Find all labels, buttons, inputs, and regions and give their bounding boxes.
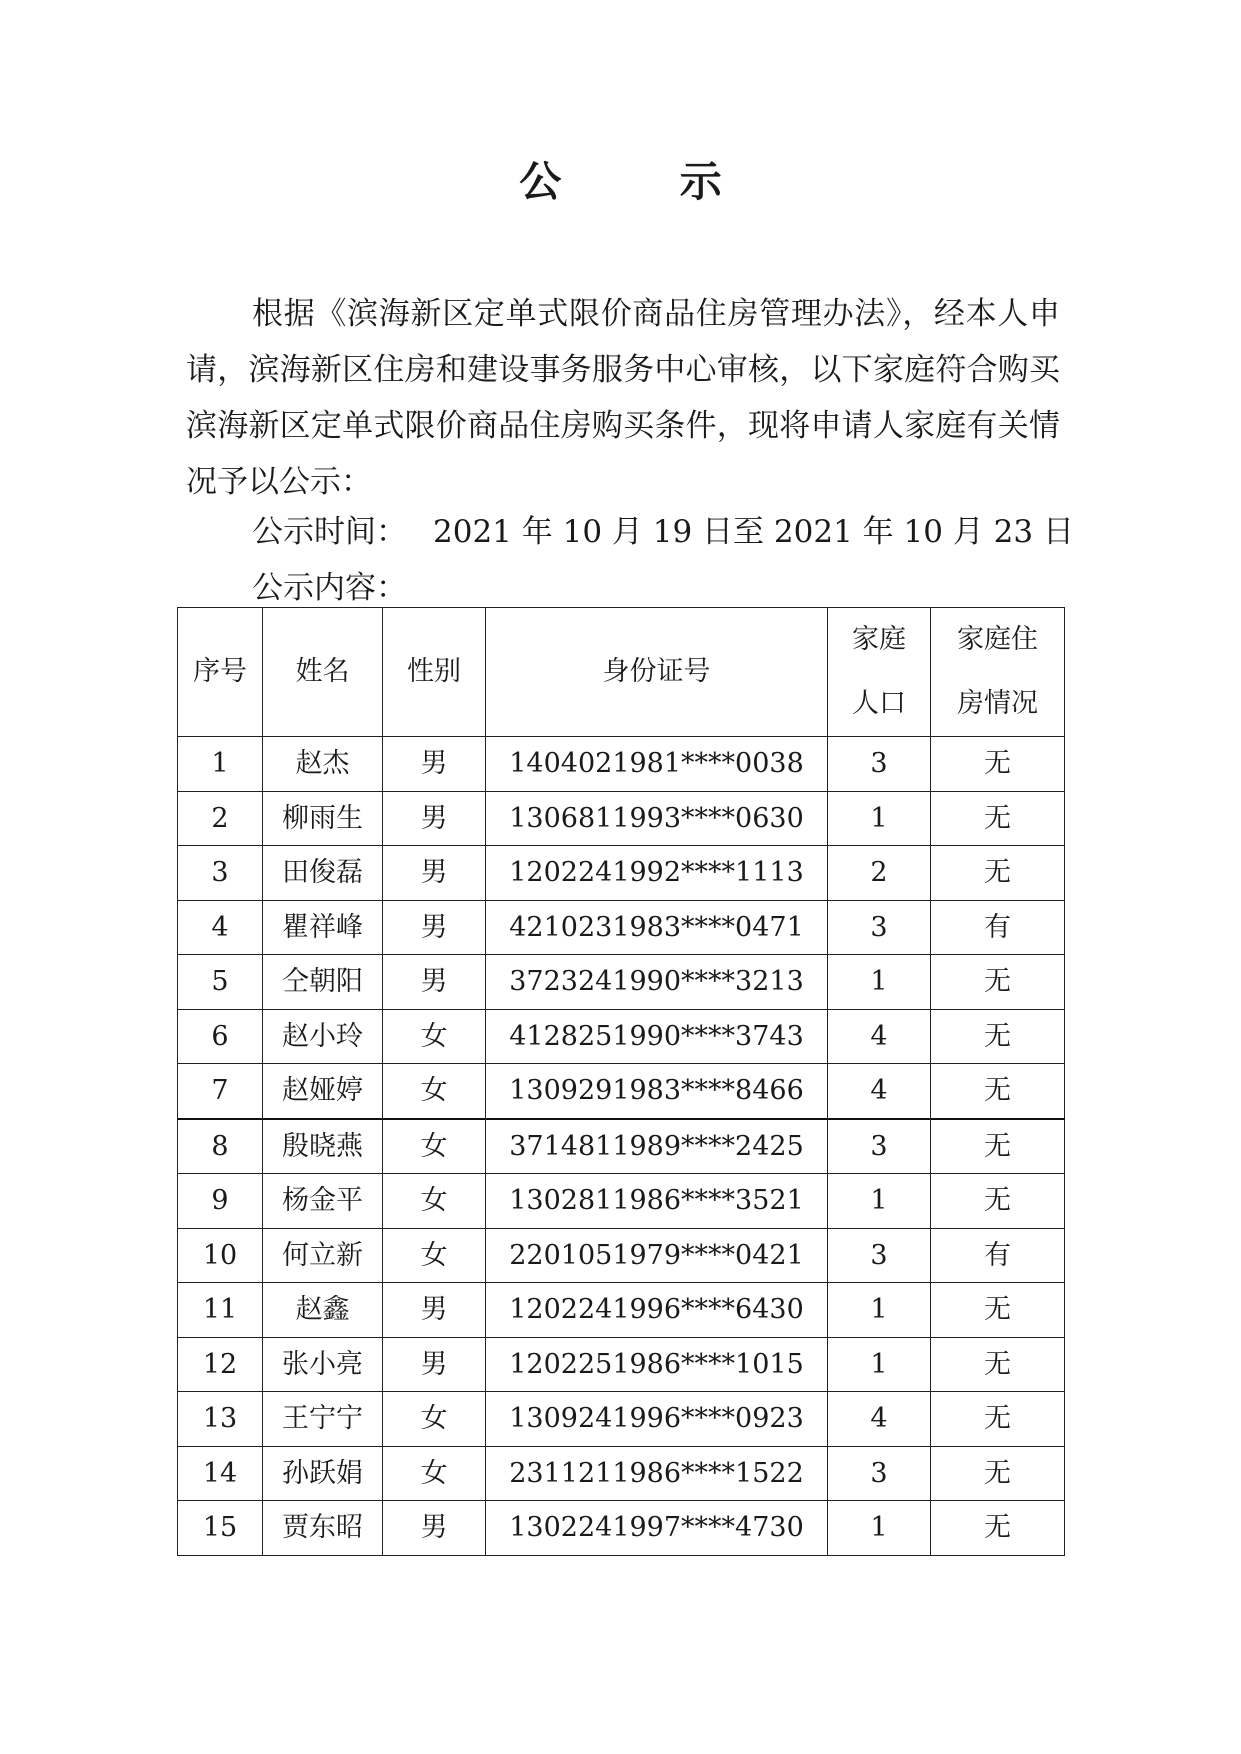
cell-name: 王宁宁 xyxy=(263,1392,383,1447)
table-row xyxy=(178,1119,1065,1174)
cell-household-size: 1 xyxy=(828,1174,931,1229)
cell-housing-status: 有 xyxy=(931,1228,1065,1283)
publicity-content-label: 公示内容： xyxy=(252,570,407,606)
table-row xyxy=(178,1446,1065,1501)
header-housing-status xyxy=(931,608,1065,737)
cell-name: 瞿祥峰 xyxy=(263,900,383,955)
cell-name: 孙跃娟 xyxy=(263,1446,383,1501)
cell-housing-status: 无 xyxy=(931,1392,1065,1447)
publicity-time-value: 2021 年 10 月 19 日至 2021 年 10 月 23 日 xyxy=(433,514,1074,550)
cell-no: 6 xyxy=(178,1009,263,1064)
cell-name: 杨金平 xyxy=(263,1174,383,1229)
cell-gender: 女 xyxy=(383,1392,486,1447)
cell-name: 赵娅婷 xyxy=(263,1064,383,1119)
cell-name: 仝朝阳 xyxy=(263,955,383,1010)
cell-household-size: 3 xyxy=(828,900,931,955)
cell-gender: 男 xyxy=(383,955,486,1010)
cell-household-size: 1 xyxy=(828,955,931,1010)
cell-no: 5 xyxy=(178,955,263,1010)
cell-no: 7 xyxy=(178,1064,263,1119)
header-name: 姓名 xyxy=(263,608,383,737)
cell-housing-status: 无 xyxy=(931,1064,1065,1119)
table-header-row xyxy=(178,608,1065,737)
cell-id-number: 1302241997****4730 xyxy=(486,1501,828,1556)
cell-gender: 女 xyxy=(383,1064,486,1119)
cell-gender: 女 xyxy=(383,1119,486,1174)
table-row xyxy=(178,1064,1065,1119)
cell-housing-status: 无 xyxy=(931,846,1065,901)
cell-no: 14 xyxy=(178,1446,263,1501)
cell-name: 赵杰 xyxy=(263,737,383,792)
cell-gender: 女 xyxy=(383,1174,486,1229)
cell-name: 赵鑫 xyxy=(263,1283,383,1338)
cell-housing-status: 无 xyxy=(931,955,1065,1010)
cell-id-number: 1202251986****1015 xyxy=(486,1337,828,1392)
cell-id-number: 2201051979****0421 xyxy=(486,1228,828,1283)
cell-household-size: 1 xyxy=(828,1337,931,1392)
table-row xyxy=(178,1228,1065,1283)
table-row xyxy=(178,1392,1065,1447)
cell-household-size: 3 xyxy=(828,1446,931,1501)
publicity-time-label: 公示时间： xyxy=(252,514,407,550)
intro-paragraph: 根据《滨海新区定单式限价商品住房管理办法》，经本人申请，滨海新区住房和建设事务服务中心审核，以下家庭符合购买滨海新区定单式限价商品住房购买条件，现将申请人家庭有关情况予以公示： xyxy=(186,296,1060,500)
table-row xyxy=(178,791,1065,846)
cell-household-size: 3 xyxy=(828,1228,931,1283)
cell-id-number: 1302811986****3521 xyxy=(486,1174,828,1229)
cell-household-size: 1 xyxy=(828,1501,931,1556)
header-household-line2: 人口 xyxy=(852,688,906,719)
cell-gender: 女 xyxy=(383,1228,486,1283)
header-household-size xyxy=(828,608,931,737)
cell-housing-status: 有 xyxy=(931,900,1065,955)
cell-housing-status: 无 xyxy=(931,1283,1065,1338)
cell-housing-status: 无 xyxy=(931,1501,1065,1556)
cell-name: 赵小玲 xyxy=(263,1009,383,1064)
cell-name: 殷晓燕 xyxy=(263,1119,383,1174)
header-no: 序号 xyxy=(178,608,263,737)
table-row xyxy=(178,1174,1065,1229)
cell-id-number: 3723241990****3213 xyxy=(486,955,828,1010)
cell-name: 柳雨生 xyxy=(263,791,383,846)
cell-household-size: 1 xyxy=(828,791,931,846)
cell-housing-status: 无 xyxy=(931,791,1065,846)
table-row xyxy=(178,1009,1065,1064)
cell-no: 12 xyxy=(178,1337,263,1392)
header-gender: 性别 xyxy=(383,608,486,737)
header-housing-line1: 家庭住 xyxy=(957,624,1038,655)
cell-no: 1 xyxy=(178,737,263,792)
cell-housing-status: 无 xyxy=(931,1446,1065,1501)
header-household-line1: 家庭 xyxy=(852,624,906,655)
cell-gender: 男 xyxy=(383,791,486,846)
cell-gender: 女 xyxy=(383,1009,486,1064)
cell-id-number: 2311211986****1522 xyxy=(486,1446,828,1501)
cell-id-number: 4128251990****3743 xyxy=(486,1009,828,1064)
cell-name: 田俊磊 xyxy=(263,846,383,901)
table-row xyxy=(178,1337,1065,1392)
cell-gender: 男 xyxy=(383,737,486,792)
cell-name: 何立新 xyxy=(263,1228,383,1283)
cell-no: 8 xyxy=(178,1119,263,1174)
cell-gender: 女 xyxy=(383,1446,486,1501)
header-id-number: 身份证号 xyxy=(486,608,828,737)
applicant-table xyxy=(177,607,1065,1556)
cell-no: 10 xyxy=(178,1228,263,1283)
cell-no: 3 xyxy=(178,846,263,901)
table-row xyxy=(178,1501,1065,1556)
cell-gender: 男 xyxy=(383,900,486,955)
cell-housing-status: 无 xyxy=(931,737,1065,792)
cell-gender: 男 xyxy=(383,1337,486,1392)
cell-id-number: 1306811993****0630 xyxy=(486,791,828,846)
cell-id-number: 1404021981****0038 xyxy=(486,737,828,792)
cell-household-size: 2 xyxy=(828,846,931,901)
cell-gender: 男 xyxy=(383,1283,486,1338)
cell-housing-status: 无 xyxy=(931,1009,1065,1064)
publicity-time xyxy=(252,504,1074,560)
cell-no: 9 xyxy=(178,1174,263,1229)
cell-housing-status: 无 xyxy=(931,1337,1065,1392)
cell-id-number: 1202241992****1113 xyxy=(486,846,828,901)
cell-id-number: 1309291983****8466 xyxy=(486,1064,828,1119)
cell-no: 11 xyxy=(178,1283,263,1338)
cell-id-number: 3714811989****2425 xyxy=(486,1119,828,1174)
table-row xyxy=(178,900,1065,955)
table-row xyxy=(178,1283,1065,1338)
cell-housing-status: 无 xyxy=(931,1174,1065,1229)
cell-id-number: 1309241996****0923 xyxy=(486,1392,828,1447)
cell-household-size: 3 xyxy=(828,1119,931,1174)
cell-household-size: 4 xyxy=(828,1009,931,1064)
cell-household-size: 1 xyxy=(828,1283,931,1338)
header-housing-line2: 房情况 xyxy=(957,688,1038,719)
cell-no: 4 xyxy=(178,900,263,955)
cell-housing-status: 无 xyxy=(931,1119,1065,1174)
cell-name: 贾东昭 xyxy=(263,1501,383,1556)
table-row xyxy=(178,955,1065,1010)
cell-household-size: 4 xyxy=(828,1392,931,1447)
table-row xyxy=(178,737,1065,792)
cell-id-number: 4210231983****0471 xyxy=(486,900,828,955)
cell-gender: 男 xyxy=(383,1501,486,1556)
cell-gender: 男 xyxy=(383,846,486,901)
cell-id-number: 1202241996****6430 xyxy=(486,1283,828,1338)
cell-household-size: 4 xyxy=(828,1064,931,1119)
cell-name: 张小亮 xyxy=(263,1337,383,1392)
table-row xyxy=(178,846,1065,901)
cell-household-size: 3 xyxy=(828,737,931,792)
cell-no: 15 xyxy=(178,1501,263,1556)
cell-no: 13 xyxy=(178,1392,263,1447)
document-title: 公 示 xyxy=(519,157,774,206)
cell-no: 2 xyxy=(178,791,263,846)
